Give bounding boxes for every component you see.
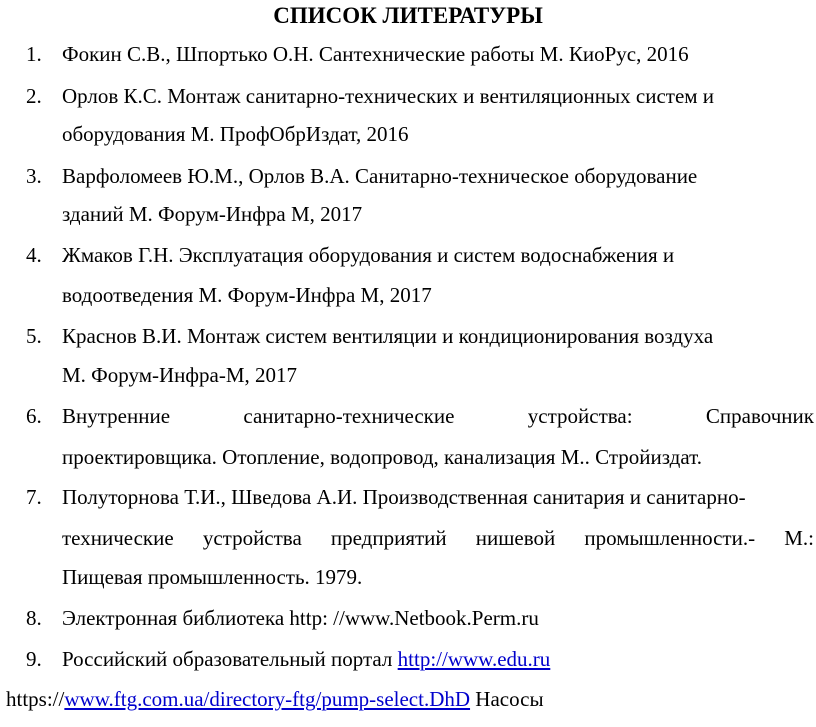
list-item-text: Пищевая промышленность. 1979. [62, 565, 363, 589]
list-item-text: Фокин С.В., Шпортько О.Н. Сантехнические работы М. КиоРус, 2016 [62, 42, 689, 66]
list-item-word: технические [62, 526, 174, 550]
list-item-word: нишевой [475, 526, 556, 550]
list-item-text: Электронная библиотека http: //www.Netbook.Perm.ru [62, 606, 539, 630]
list-item-number: 5. [26, 324, 42, 348]
ftg-pump-link[interactable]: www.ftg.com.ua/directory-ftg/pump-select.DhD [64, 687, 471, 711]
list-item-text: М. Форум-Инфра-М, 2017 [62, 363, 297, 387]
list-item-text: Орлов К.С. Монтаж санитарно-технических и вентиляционных систем и [62, 84, 715, 108]
list-item-word: предприятий [330, 526, 447, 550]
page-title: СПИСОК ЛИТЕРАТУРЫ [273, 3, 543, 28]
list-item-word: Внутренние [62, 404, 171, 428]
list-item-number: 1. [26, 42, 42, 66]
list-item-text [62, 524, 814, 552]
edu-portal-link[interactable]: http://www.edu.ru [397, 647, 551, 671]
list-item-number: 3. [26, 164, 42, 188]
list-item-word: М.: [784, 526, 814, 550]
list-item-number: 2. [26, 84, 42, 108]
list-item-number: 9. [26, 647, 42, 671]
list-item-text [62, 645, 550, 673]
list-item-word: промышленности.- [584, 526, 756, 550]
footer-prefix: https:// [6, 687, 65, 711]
list-item-number: 8. [26, 606, 42, 630]
list-item-number: 6. [26, 404, 42, 428]
list-item-text: проектировщика. Отопление, водопровод, канализация М.. Стройиздат. [62, 445, 702, 469]
list-item-text: Жмаков Г.Н. Эксплуатация оборудования и систем водоснабжения и [62, 243, 675, 267]
list-item-prefix: Российский образовательный портал [62, 647, 398, 671]
list-item-word: санитарно-технические [243, 404, 455, 428]
list-item-number: 7. [26, 485, 42, 509]
list-item-word: Справочник [705, 404, 814, 428]
list-item-text: зданий М. Форум-Инфра М, 2017 [62, 202, 363, 226]
list-item-number: 4. [26, 243, 42, 267]
list-item-text: водоотведения М. Форум-Инфра М, 2017 [62, 283, 432, 307]
list-item-word: устройства: [527, 404, 633, 428]
list-item-word: устройства [202, 526, 302, 550]
list-item-text: оборудования М. ПрофОбрИздат, 2016 [62, 122, 409, 146]
list-item-text [62, 402, 814, 430]
list-item-text: Полуторнова Т.И., Шведова А.И. Производственная санитария и санитарно- [62, 485, 746, 509]
list-item-text: Варфоломеев Ю.М., Орлов В.А. Санитарно-техническое оборудование [62, 164, 698, 188]
footer-suffix: Насосы [470, 687, 544, 711]
list-item-text: Краснов В.И. Монтаж систем вентиляции и кондиционирования воздуха [62, 324, 714, 348]
footer-line [6, 685, 544, 713]
